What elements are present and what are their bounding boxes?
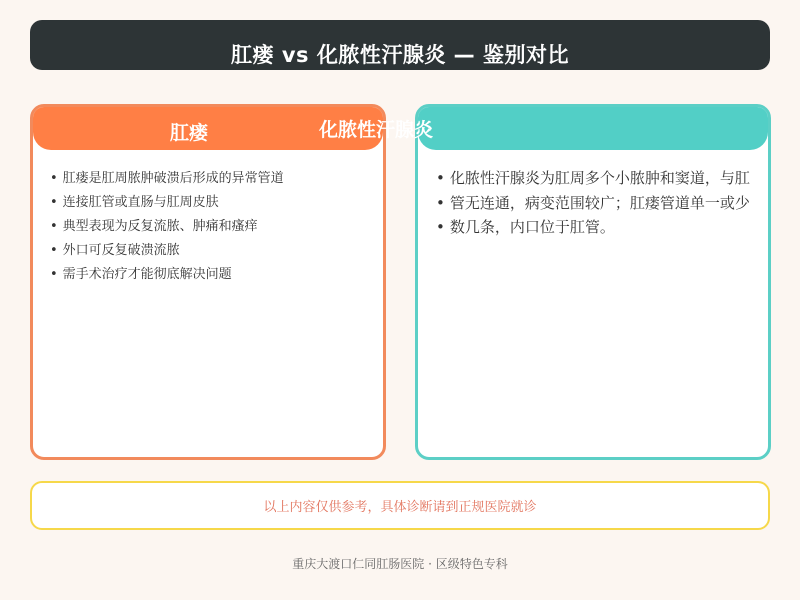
disclaimer-text: 以上内容仅供参考，具体诊断请到正规医院就诊 — [263, 500, 537, 515]
bullet-icon: • — [50, 171, 58, 186]
anal-fistula-card — [30, 104, 386, 460]
hidradenitis-card-title: 化脓性汗腺炎 — [319, 119, 434, 141]
list-item — [436, 166, 750, 191]
anal-fistula-list — [50, 167, 284, 287]
hidradenitis-card — [415, 104, 771, 460]
list-item-text: 化脓性汗腺炎为肛周多个小脓肿和窦道，与肛 — [449, 169, 750, 187]
bullet-icon: • — [50, 243, 58, 258]
bullet-icon: • — [436, 169, 445, 187]
list-item-text: 典型表现为反复流脓、肿痛和瘙痒 — [62, 219, 258, 234]
list-item — [436, 191, 750, 216]
list-item — [50, 239, 284, 263]
list-item-text: 肛瘘是肛周脓肿破溃后形成的异常管道 — [62, 171, 284, 186]
list-item — [436, 215, 750, 240]
list-item-text: 管无连通，病变范围较广；肛瘘管道单一或少 — [449, 193, 750, 212]
list-item-text: 需手术治疗才能彻底解决问题 — [62, 267, 232, 282]
hidradenitis-list — [436, 166, 750, 240]
footer-text: 重庆大渡口仁同肛肠医院 · 区级特色专科 — [292, 557, 508, 571]
list-item-text: 数几条，内口位于肛管。 — [449, 218, 615, 236]
bullet-icon: • — [436, 193, 445, 212]
list-item — [50, 215, 284, 239]
page-title: 肛瘘 vs 化脓性汗腺炎 — 鉴别对比 — [231, 43, 569, 67]
list-item-text: 外口可反复破溃流脓 — [62, 243, 180, 258]
bullet-icon: • — [50, 267, 58, 282]
hidradenitis-card-header — [418, 107, 768, 150]
list-item-text: 连接肛管或直肠与肛周皮肤 — [62, 195, 219, 210]
header-banner — [30, 20, 770, 70]
bullet-icon: • — [50, 219, 58, 234]
list-item — [50, 263, 284, 287]
anal-fistula-card-title: 肛瘘 — [170, 122, 209, 144]
list-item — [50, 167, 284, 191]
bullet-icon: • — [50, 195, 58, 210]
bullet-icon: • — [436, 218, 445, 236]
list-item — [50, 191, 284, 215]
disclaimer-box — [30, 481, 770, 530]
